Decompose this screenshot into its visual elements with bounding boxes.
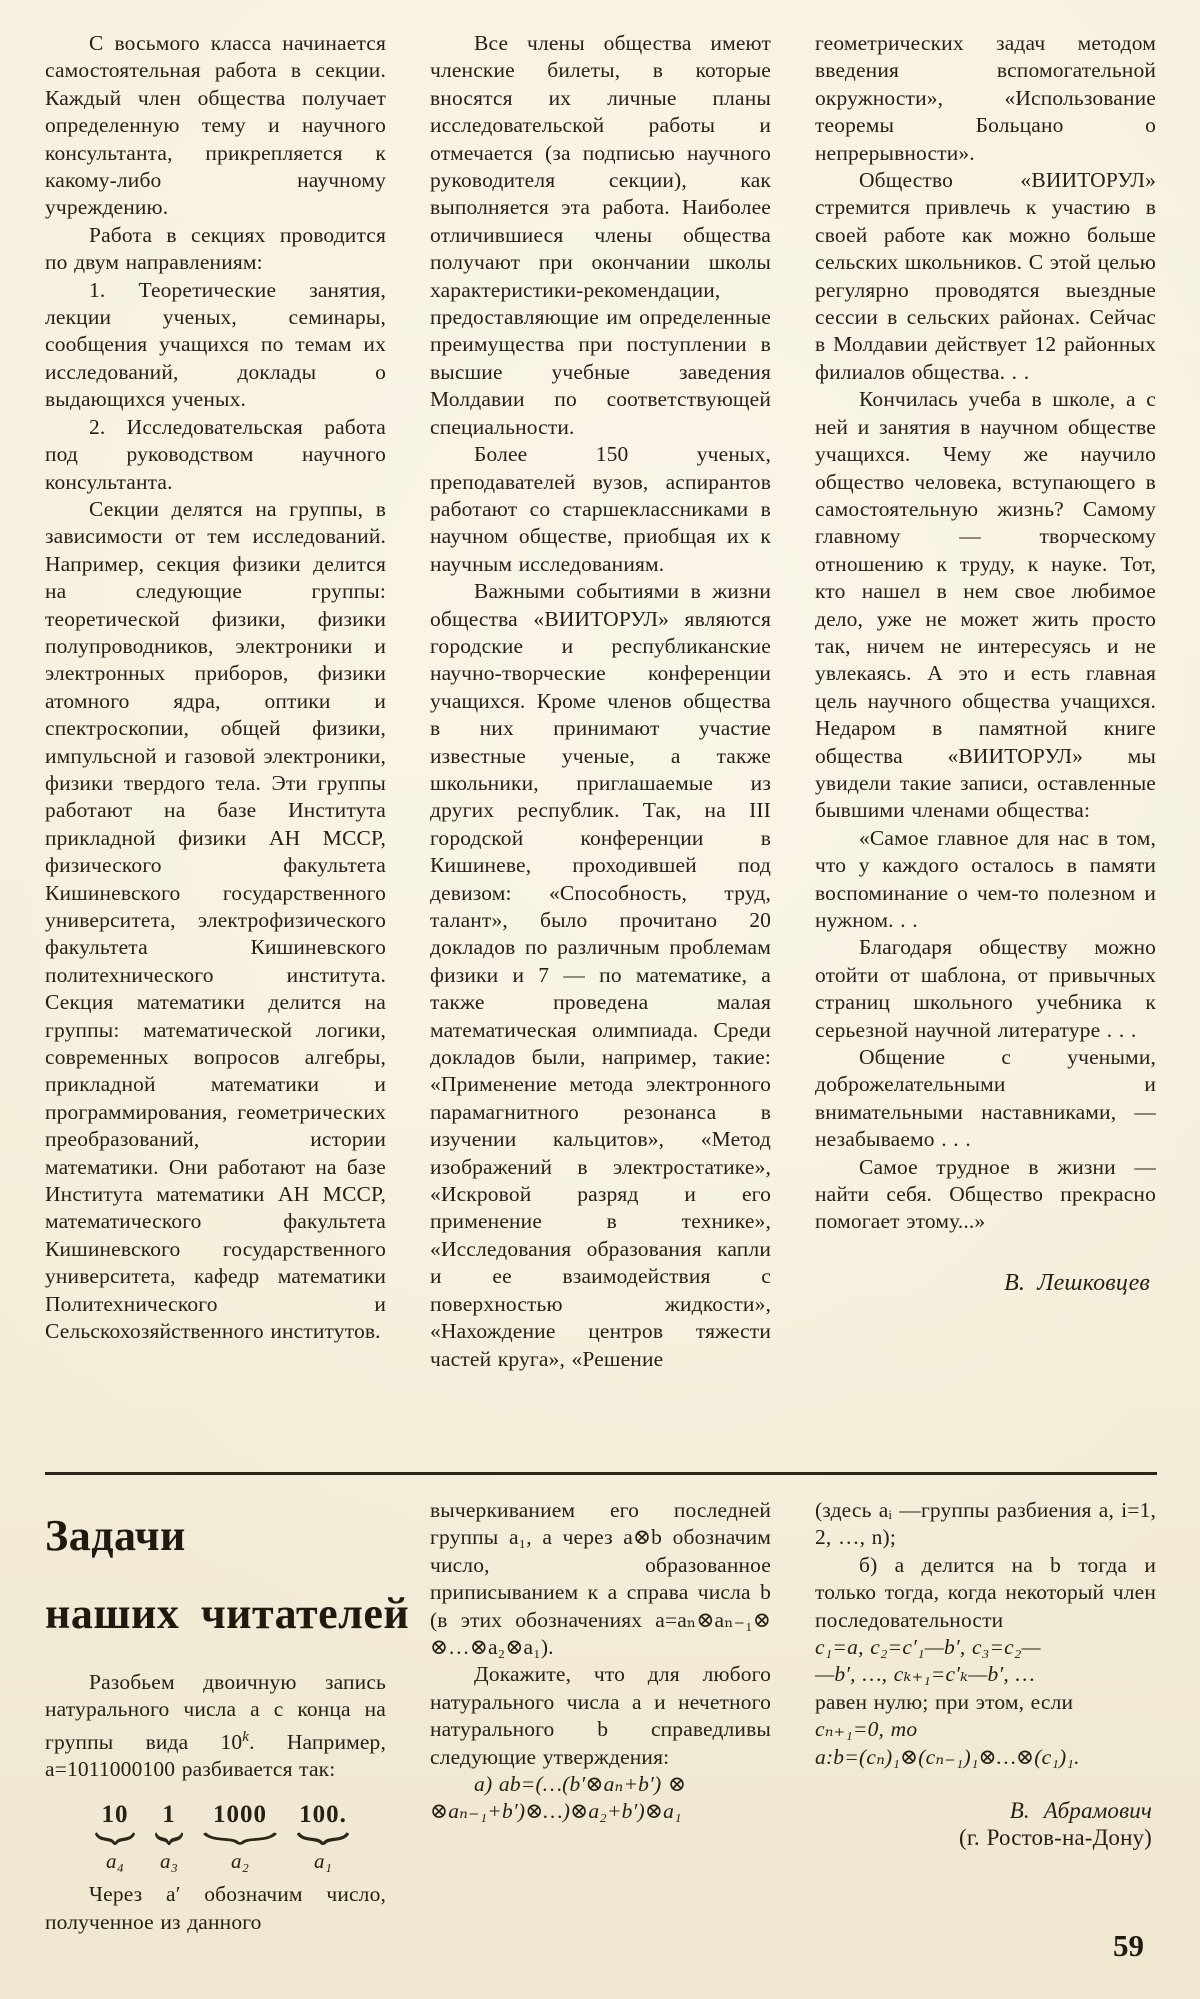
section-title	[45, 1497, 410, 1653]
author-name: В. Абрамович	[1009, 1798, 1152, 1824]
paragraph: Докажите, что для любого натурального числа a и нечетного натурального b справедливы следующие утверждения:	[430, 1662, 771, 1769]
paragraph: Секции делятся на группы, в зависимости от тем исследований. Например, секция физики делится на следующие группы: теоретической физики, физики полупроводников, электроники и электронных приборов, физики атомного ядра, оптики и спектроскопии, общей физики, импульсной и газовой электроники, физики твердого тела. Эти группы работают на базе Института прикладной физики АН МССР, физического факультета Кишиневского государственного университета, электрофизического факультета Кишиневского политехнического института. Секция математики делится на группы: математической логики, современных вопросов алгебры, прикладной математики и программирования, геометрических преобразований, истории математики. Они работают на базе Института математики АН МССР, математического факультета Кишиневского государственного университета, кафедр математики Политехнического и Сельскохозяйственного институтов.	[45, 496, 386, 1344]
digit-group	[203, 1800, 277, 1875]
formula: cₙ₊₁=0, то	[815, 1717, 918, 1742]
article-column-1	[45, 30, 386, 1444]
group-digits: 100.	[299, 1800, 347, 1828]
underbrace-icon	[203, 1832, 277, 1845]
paragraph-text: Разобьем двоичную запись натурального числа a с конца на группы вида 10	[45, 1670, 386, 1754]
group-digits: 10	[101, 1800, 129, 1828]
section-title-line2: наших читателей	[45, 1589, 410, 1638]
paragraph: Через a′ обозначим число, полученное из данного	[45, 1882, 386, 1934]
paragraph: 1. Теоретические занятия, лекции ученых, семинары, сообщения учащихся по темам их исследований, доклады о выдающихся ученых.	[45, 277, 386, 412]
paragraph: «Самое главное для нас в том, что у каждого осталось в памяти воспоминание о чем-то полезном и нужном. . .	[815, 825, 1156, 932]
superscript-k: k	[242, 1728, 250, 1745]
article-section	[45, 30, 1157, 1444]
paragraph: равен нулю; при этом, если	[815, 1689, 1074, 1714]
author-signature	[815, 1797, 1156, 1852]
problems-column-3	[815, 1497, 1156, 1977]
paragraph: Общество «ВИИТОРУЛ» стремится привлечь к участию в своей работе как можно больше сельских школьников. С этой целью регулярно проводятся выездные сессии в сельских районах. Сейчас в Молдавии действует 12 районных филиалов общества. . .	[815, 168, 1156, 384]
paragraph: Важными событиями в жизни общества «ВИИТОРУЛ» являются городские и республиканские научно-творческие конференции учащихся. Кроме членов общества в них принимают участие известные ученые, а также школьники, приглашаемые из других республик. Так, на III городской конференции в Кишиневе, проходившей под девизом: «Способность, труд, талант», было прочитано 20 докладов по различным проблемам физики и 7 — по математике, а также проведена малая математическая олимпиада. Среди докладов были, например, такие: «Применение метода электронного парамагнитного резонанса в изучении кальцитов», «Метод изображений в электростатике», «Искровой разряд и его применение в технике», «Исследования образования капли и ее взаимодействия с поверхностью жидкости», «Нахождение центров тяжести частей круга», «Решение	[430, 579, 771, 1371]
paragraph: б) a делится на b тогда и только тогда, когда некоторый член последовательности	[815, 1552, 1156, 1632]
group-digits: 1000	[213, 1800, 267, 1828]
formula: —b′, …, cₖ₊₁=c′ₖ—b′, …	[815, 1662, 1035, 1687]
article-column-3	[815, 30, 1156, 1444]
formula: a:b=(cₙ)₁⊗(cₙ₋₁)₁⊗…⊗(c₁)₁.	[815, 1744, 1080, 1769]
problems-column-2	[430, 1497, 771, 1977]
group-label: a₄	[105, 1848, 125, 1873]
section-divider	[45, 1472, 1157, 1475]
problems-section	[45, 1497, 1157, 1977]
paragraph: 2. Исследовательская работа под руководством научного консультанта.	[45, 414, 386, 494]
paragraph: геометрических задач методом введения вспомогательной окружности», «Использование теоремы Больцано о непрерывности».	[815, 31, 1156, 165]
underbrace-icon	[95, 1832, 135, 1845]
author-signature: В. Лешковцев	[1004, 1269, 1150, 1296]
paragraph-text: . Например, a=1011000100 разбивается так:	[45, 1729, 386, 1782]
underbrace-icon	[297, 1832, 349, 1845]
paragraph: Общение с учеными, доброжелательными и внимательными наставниками, — незабываемо . . .	[815, 1045, 1156, 1152]
section-title-line1: Задачи	[45, 1511, 186, 1560]
paragraph: Работа в секциях проводится по двум направлениям:	[45, 222, 386, 275]
binary-grouping-example	[95, 1800, 386, 1875]
problems-column-1	[45, 1497, 410, 1977]
author-city: (г. Ростов-на-Дону)	[959, 1825, 1152, 1851]
group-label: a₃	[159, 1848, 179, 1873]
paragraph: вычеркиванием его последней группы a₁, а через a⊗b обозначим число, образованное приписыванием к a справа числа b (в этих обозначениях a=aₙ⊗aₙ₋₁⊗ ⊗…⊗a₂⊗a₁).	[430, 1498, 771, 1660]
formula: c₁=a, c₂=c′₁—b′, c₃=c₂—	[815, 1635, 1041, 1660]
underbrace-icon	[155, 1832, 183, 1845]
digit-group	[155, 1800, 183, 1875]
group-digits: 1	[162, 1800, 176, 1828]
paragraph: (здесь aᵢ —группы разбиения a, i=1, 2, …, n);	[815, 1498, 1156, 1550]
group-label: a₂	[230, 1848, 250, 1873]
digit-group	[95, 1800, 135, 1875]
paragraph: Все члены общества имеют членские билеты, в которые вносятся их личные планы исследовательской работы и отмечается (за подписью научного руководителя секции), как выполняется эта работа. Наиболее отличившиеся члены общества получают при окончании школы характеристики-рекомендации, предоставляющие им определенные преимущества при поступлении в высшие учебные заведения Молдавии по соответствующей специальности.	[430, 31, 771, 439]
paragraph: Более 150 ученых, преподавателей вузов, аспирантов работают со старшеклассниками в научном обществе, приобщая их к научным исследованиям.	[430, 442, 771, 576]
group-label: a₁	[313, 1848, 333, 1873]
page-number: 59	[1113, 1928, 1144, 1963]
formula: а) ab=(…(b′⊗aₙ+b′) ⊗ ⊗aₙ₋₁+b′)⊗…)⊗a₂+b′)⊗a₁	[430, 1772, 687, 1824]
paragraph: Самое трудное в жизни — найти себя. Общество прекрасно помогает этому...»	[815, 1154, 1156, 1234]
paragraph: Благодаря обществу можно отойти от шаблона, от привычных страниц школьного учебника к серьезной научной литературе . . .	[815, 935, 1156, 1042]
paragraph	[45, 1669, 386, 1784]
digit-group	[297, 1800, 349, 1875]
paragraph: Кончилась учеба в школе, а с ней и занятия в научном обществе учащихся. Чему же научило общество человека, вступающего в самостоятельную жизнь? Самому главному — творческому отношению к труду, к науке. Тот, кто нашел в нем свое любимое дело, уже не может жить просто так, ничем не интересуясь и не увлекаясь. А это и есть главная цель научного общества учащихся. Недаром в памятной книге общества «ВИИТОРУЛ» мы увидели такие записи, оставленные бывшими членами общества:	[815, 387, 1156, 823]
article-column-2	[430, 30, 771, 1444]
paragraph: С восьмого класса начинается самостоятельная работа в секции. Каждый член общества получает определенную тему и научного консультанта, прикрепляется к какому-либо научному учреждению.	[45, 31, 386, 220]
